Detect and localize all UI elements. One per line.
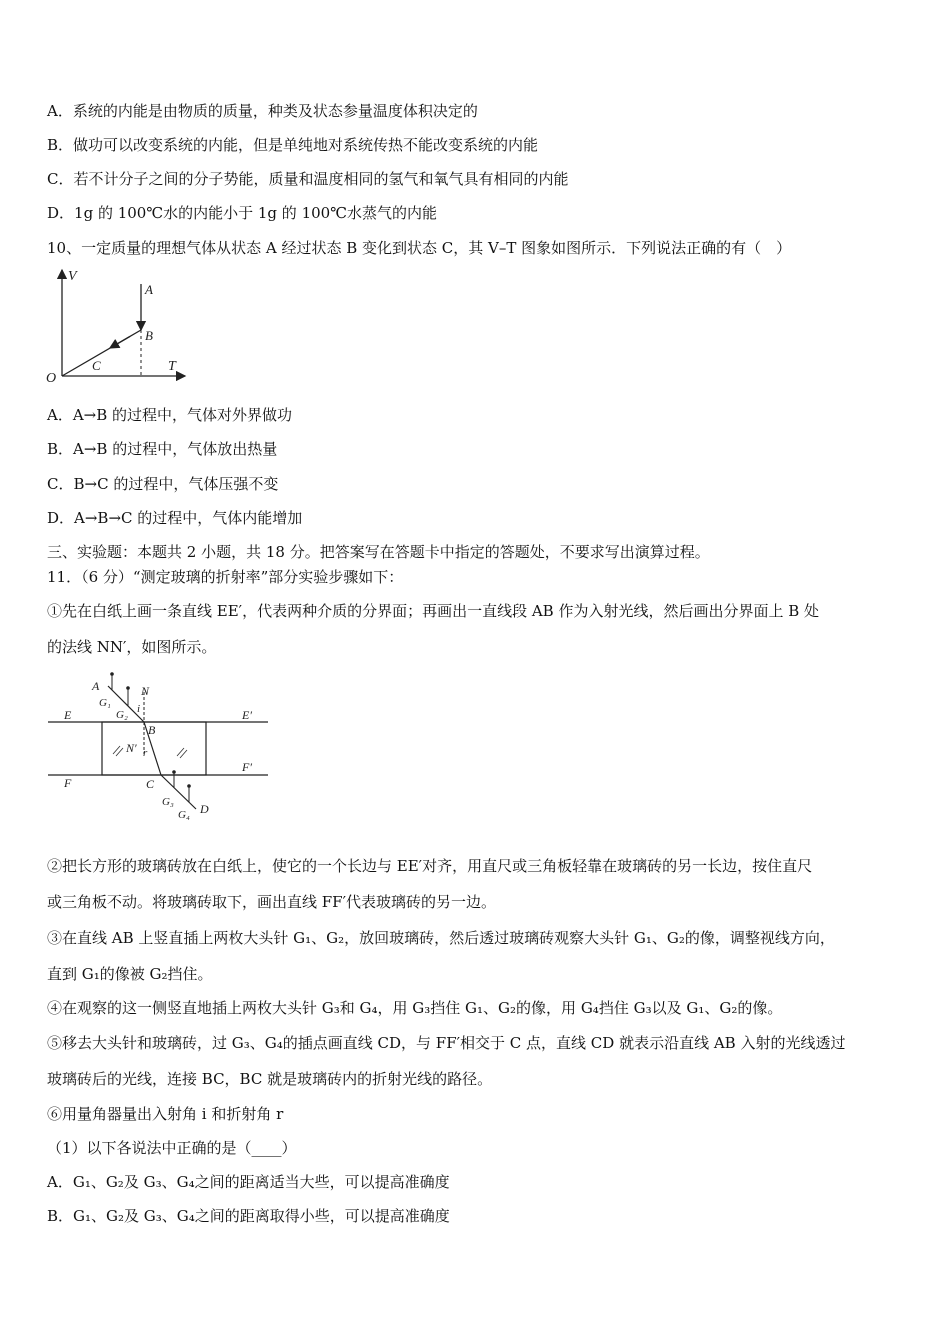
vt-graph-figure — [40, 262, 200, 390]
q10-option-d: D．A→B→C 的过程中，气体内能增加 — [47, 509, 303, 527]
q11-step2-line1: ②把长方形的玻璃砖放在白纸上，使它的一个长边与 EE′对齐，用直尺或三角板轻靠在玻璃砖的另一长边，按住直尺 — [47, 857, 813, 875]
label-g3: G₃ — [162, 796, 174, 808]
t-axis-label: T — [168, 359, 176, 374]
point-b-label: B — [145, 328, 153, 343]
q11-step4: ④在观察的这一侧竖直地插上两枚大头针 G₃和 G₄，用 G₃挡住 G₁、G₂的像，用 G₄挡住 G₃以及 G₁、G₂的像。 — [47, 999, 783, 1017]
q11-step5-line2: 玻璃砖后的光线，连接 BC，BC 就是玻璃砖内的折射光线的路径。 — [47, 1070, 493, 1088]
section-3-heading: 三、实验题：本题共 2 小题，共 18 分。把答案写在答题卡中指定的答题处，不要求写出演算过程。 — [47, 543, 710, 561]
v-axis-label: V — [68, 269, 77, 284]
q11-step3-line2: 直到 G₁的像被 G₂挡住。 — [47, 965, 213, 983]
q11-step5-line1: ⑤移去大头针和玻璃砖，过 G₃、G₄的插点画直线 CD，与 FF′相交于 C 点，直线 CD 就表示沿直线 AB 入射的光线透过 — [47, 1034, 846, 1052]
pin-g4-head — [187, 784, 191, 788]
q9-option-b: B．做功可以改变系统的内能，但是单纯地对系统传热不能改变系统的内能 — [47, 136, 539, 154]
point-a-label: A — [145, 282, 153, 297]
q11-title: 11．（6 分）“测定玻璃的折射率”部分实验步骤如下： — [47, 568, 404, 586]
label-g2: G₂ — [116, 709, 128, 721]
label-d: D — [200, 802, 209, 816]
label-g4: G₄ — [178, 809, 190, 821]
label-n: N — [141, 684, 150, 698]
label-b: B — [148, 723, 156, 737]
label-g1: G₁ — [99, 697, 111, 709]
q11-step2-line2: 或三角板不动。将玻璃砖取下，画出直线 FF′代表玻璃砖的另一边。 — [47, 893, 496, 911]
q11-step1-line1: ①先在白纸上画一条直线 EE′，代表两种介质的分界面；再画出一直线段 AB 作为入射光线，然后画出分界面上 B 处 — [47, 602, 820, 620]
label-c: C — [146, 777, 155, 791]
q9-option-c: C．若不计分子之间的分子势能，质量和温度相同的氢气和氧气具有相同的内能 — [47, 170, 569, 188]
label-f: F — [64, 776, 72, 790]
q10-option-c: C．B→C 的过程中，气体压强不变 — [47, 475, 279, 493]
q11-subquestion-1: （1）以下各说法中正确的是（____） — [47, 1139, 297, 1157]
label-e-prime: E′ — [242, 708, 252, 722]
bc-direction-arrow — [110, 336, 130, 348]
q10-stem: 10、一定质量的理想气体从状态 A 经过状态 B 变化到状态 C，其 V–T 图象如图所示．下列说法正确的有（ ） — [47, 239, 792, 257]
q11-step3-line1: ③在直线 AB 上竖直插上两枚大头针 G₁、G₂，放回玻璃砖，然后透过玻璃砖观察大头针 G₁、G₂的像，调整视线方向， — [47, 929, 835, 947]
label-i: i — [137, 703, 141, 715]
q9-option-a: A．系统的内能是由物质的质量，种类及状态参量温度体积决定的 — [47, 102, 478, 120]
pin-g2-head — [126, 686, 130, 690]
pin-g3-head — [172, 770, 176, 774]
label-a: A — [92, 679, 100, 693]
q9-option-d: D．1g 的 100℃水的内能小于 1g 的 100℃水蒸气的内能 — [47, 204, 437, 222]
label-f-prime: F′ — [242, 760, 252, 774]
q11-sub1-option-a: A．G₁、G₂及 G₃、G₄之间的距离适当大些，可以提高准确度 — [47, 1173, 450, 1191]
point-c-label: C — [92, 358, 101, 373]
q11-sub1-option-b: B．G₁、G₂及 G₃、G₄之间的距离取得小些，可以提高准确度 — [47, 1207, 450, 1225]
label-e: E — [64, 708, 72, 722]
q11-step6: ⑥用量角器量出入射角 i 和折射角 r — [47, 1105, 284, 1123]
q10-option-a: A．A→B 的过程中，气体对外界做功 — [47, 406, 293, 424]
label-r: r — [143, 747, 148, 759]
refraction-figure — [40, 668, 280, 828]
pin-g1-head — [110, 672, 114, 676]
label-n-prime: N′ — [126, 741, 137, 755]
origin-label: O — [46, 371, 57, 386]
q11-step1-line2: 的法线 NN′，如图所示。 — [47, 638, 217, 656]
q10-option-b: B．A→B 的过程中，气体放出热量 — [47, 440, 278, 458]
